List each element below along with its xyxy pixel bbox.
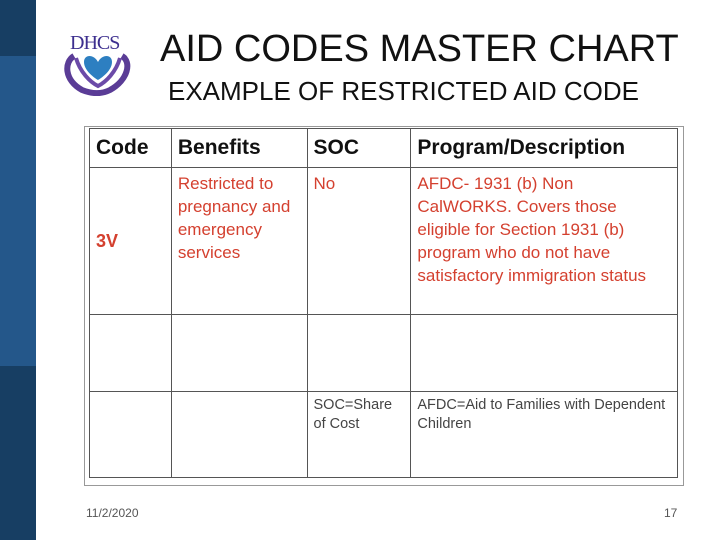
dhcs-logo [62, 32, 142, 96]
cell-afdc-legend: AFDC=Aid to Families with Dependent Children [411, 392, 678, 478]
footer-date: 11/2/2020 [86, 506, 139, 520]
page-number: 17 [664, 506, 678, 520]
cell-soc-legend: SOC=Share of Cost [307, 392, 411, 478]
header-program-description: Program/Description [411, 129, 678, 168]
sidebar-segment [0, 0, 36, 56]
cell-description: AFDC- 1931 (b) Non CalWORKS. Covers those eligible for Section 1931 (b) program who do not have satisfactory immigration status [411, 168, 678, 315]
cell-benefits: Restricted to pregnancy and emergency services [171, 168, 307, 315]
cell-benefits [171, 392, 307, 478]
header-code: Code [90, 129, 172, 168]
table-row [90, 392, 678, 478]
logo-text: DHCS [70, 32, 120, 54]
cell-code [90, 392, 172, 478]
left-sidebar-band [0, 0, 36, 540]
cell-soc: No [307, 168, 411, 315]
cell-code [90, 315, 172, 392]
cell-description [411, 315, 678, 392]
header-benefits: Benefits [171, 129, 307, 168]
table-header-row [90, 129, 678, 168]
table-row [90, 315, 678, 392]
header-soc: SOC [307, 129, 411, 168]
page-subtitle: EXAMPLE OF RESTRICTED AID CODE [168, 76, 639, 106]
heart-hands-icon [62, 32, 142, 96]
cell-code: 3V [90, 168, 172, 315]
page-title: AID CODES MASTER CHART [160, 28, 679, 70]
cell-soc [307, 315, 411, 392]
cell-benefits [171, 315, 307, 392]
table-row [90, 168, 678, 315]
sidebar-segment [0, 366, 36, 540]
sidebar-segment [0, 56, 36, 366]
aid-code-table [89, 128, 678, 478]
